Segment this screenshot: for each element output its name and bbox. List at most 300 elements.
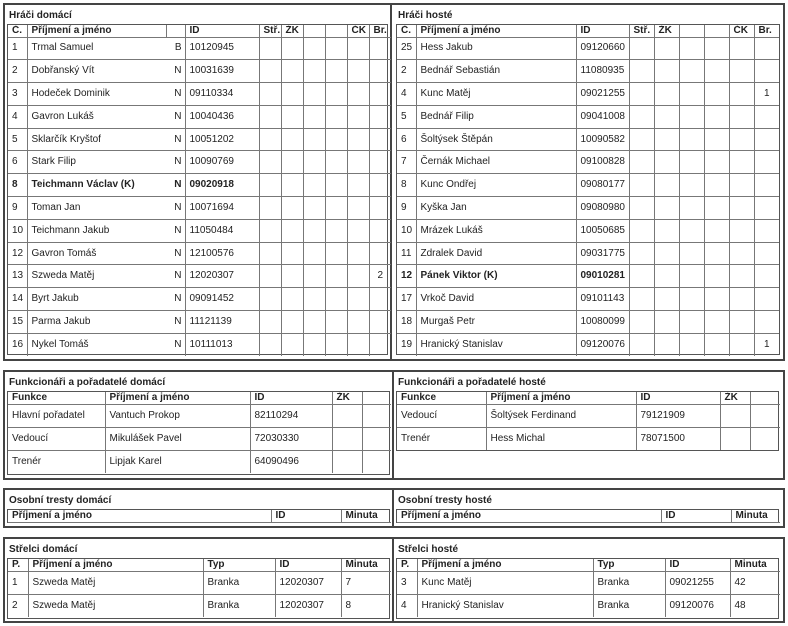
player-row [8,83,391,106]
player-goals [754,288,779,311]
player-yellow-card-1 [281,311,303,334]
player-name: Hodeček Dominik [27,83,166,106]
away-players-header [397,25,779,37]
player-substitution [259,105,281,128]
player-row [8,37,391,60]
scorer-minute: 48 [730,594,780,617]
home-players-col-5: ŽK [281,25,303,37]
player-id: 09100828 [576,151,629,174]
player-yellow-card-1 [281,151,303,174]
player-goals [369,311,391,334]
player-yellow-card-1 [654,151,679,174]
player-name: Černák Michael [416,151,576,174]
player-id: 11121139 [185,311,259,334]
player-id: 09020918 [185,174,259,197]
player-red-card [729,37,754,60]
away-scorers-title: Střelci hosté [398,544,459,555]
player-row [8,333,391,356]
player-yellow-card-3 [704,265,729,288]
player-name: Murgaš Petr [416,311,576,334]
player-id: 10051202 [185,128,259,151]
player-yellow-card-2 [679,174,704,197]
player-red-card [347,60,369,83]
official-row [397,404,780,427]
player-yellow-card-1 [654,83,679,106]
official-yellow-card [720,404,750,427]
player-row [397,242,779,265]
player-name: Hranický Stanislav [416,333,576,356]
player-substitution [629,174,654,197]
player-goals [754,105,779,128]
player-red-card [729,311,754,334]
home-officials-col-4 [362,392,391,404]
player-substitution [629,242,654,265]
player-yellow-card-3 [325,288,347,311]
player-id: 10031639 [185,60,259,83]
away-penalties-col-id: ID [661,510,731,522]
player-row [397,128,779,151]
player-number: 8 [397,174,416,197]
away-players-table-frame [396,24,780,355]
player-id: 10071694 [185,197,259,220]
player-number: 10 [8,219,27,242]
home-officials-table [8,392,391,473]
player-goals [369,242,391,265]
player-red-card [347,265,369,288]
player-name: Gavron Tomáš [27,242,166,265]
player-red-card [347,242,369,265]
player-name: Bednář Sebastián [416,60,576,83]
player-goals [369,333,391,356]
player-position: N [166,151,185,174]
player-row [397,219,779,242]
player-id: 09091452 [185,288,259,311]
player-row [8,265,391,288]
player-yellow-card-1 [281,333,303,356]
away-officials-table [397,392,780,450]
player-row [8,219,391,242]
away-players-col-5: ŽK [654,25,679,37]
home-players-title: Hráči domácí [9,10,72,21]
player-yellow-card-1 [654,219,679,242]
home-scorers-table [8,559,391,617]
scorer-type: Branka [203,571,275,594]
player-substitution [259,83,281,106]
player-number: 19 [397,333,416,356]
player-id: 09031775 [576,242,629,265]
player-id: 10040436 [185,105,259,128]
official-yellow-card-2 [362,450,391,473]
official-yellow-card-2 [750,427,780,450]
player-red-card [347,174,369,197]
player-yellow-card-2 [679,37,704,60]
player-goals [369,60,391,83]
player-name: Toman Jan [27,197,166,220]
scorer-name: Kunc Matěj [417,571,593,594]
player-name: Zdralek David [416,242,576,265]
home-scorers-title: Střelci domácí [9,544,78,555]
player-number: 17 [397,288,416,311]
player-substitution [629,60,654,83]
player-row [397,197,779,220]
player-yellow-card-2 [679,288,704,311]
official-name: Lipjak Karel [105,450,250,473]
player-yellow-card-2 [303,219,325,242]
official-id: 64090496 [250,450,332,473]
player-number: 9 [8,197,27,220]
player-name: Šoltýsek Štěpán [416,128,576,151]
player-id: 10120945 [185,37,259,60]
player-position: N [166,83,185,106]
scorer-order: 4 [397,594,417,617]
player-substitution [259,265,281,288]
home-scorers-col-4: Minuta [341,559,391,571]
player-yellow-card-1 [654,105,679,128]
player-red-card [347,37,369,60]
player-id: 10111013 [185,333,259,356]
official-id: 78071500 [636,427,720,450]
player-number: 4 [8,105,27,128]
player-number: 4 [397,83,416,106]
scorers-divider [392,537,394,623]
home-players-table-frame [7,24,388,355]
away-players-col-8: ČK [729,25,754,37]
player-red-card [729,83,754,106]
scorer-name: Szweda Matěj [28,571,203,594]
home-scorers-table-frame [7,558,390,619]
home-penalties-col-minute: Minuta [341,510,391,522]
player-number: 8 [8,174,27,197]
away-players-title: Hráči hosté [398,10,453,21]
player-name: Byrt Jakub [27,288,166,311]
player-goals [754,60,779,83]
away-penalties-table-frame [396,509,779,523]
official-row [8,450,391,473]
player-number: 15 [8,311,27,334]
player-yellow-card-1 [654,197,679,220]
home-players-col-7 [325,25,347,37]
player-position: N [166,197,185,220]
player-yellow-card-2 [303,174,325,197]
player-yellow-card-3 [325,265,347,288]
player-red-card [729,197,754,220]
player-yellow-card-3 [325,219,347,242]
player-yellow-card-3 [325,311,347,334]
player-yellow-card-1 [654,311,679,334]
away-scorers-col-3: ID [665,559,730,571]
player-goals [369,83,391,106]
player-yellow-card-1 [654,333,679,356]
player-row [397,105,779,128]
player-substitution [629,265,654,288]
player-position: N [166,242,185,265]
player-name: Parma Jakub [27,311,166,334]
away-scorers-col-4: Minuta [730,559,780,571]
official-yellow-card [332,404,362,427]
player-yellow-card-3 [704,151,729,174]
player-red-card [729,151,754,174]
official-yellow-card-2 [362,427,391,450]
official-role: Vedoucí [8,427,105,450]
player-red-card [729,333,754,356]
player-yellow-card-3 [325,242,347,265]
player-name: Vrkoč David [416,288,576,311]
player-red-card [347,219,369,242]
player-yellow-card-3 [704,311,729,334]
player-yellow-card-3 [325,60,347,83]
official-id: 72030330 [250,427,332,450]
player-number: 5 [397,105,416,128]
player-yellow-card-2 [303,288,325,311]
player-id: 09080980 [576,197,629,220]
player-row [397,151,779,174]
away-players-col-1: Příjmení a jméno [416,25,576,37]
player-number: 2 [8,60,27,83]
scorer-order: 2 [8,594,28,617]
scorer-id: 09021255 [665,571,730,594]
player-goals [754,219,779,242]
player-position: N [166,60,185,83]
home-penalties-table [8,510,391,523]
home-players-col-8: ČK [347,25,369,37]
player-yellow-card-3 [325,128,347,151]
player-yellow-card-1 [281,37,303,60]
player-id: 10090582 [576,128,629,151]
away-officials-col-4 [750,392,780,404]
player-yellow-card-3 [704,242,729,265]
player-position: N [166,128,185,151]
home-penalties-col-name: Příjmení a jméno [8,510,271,522]
player-id: 09080177 [576,174,629,197]
player-row [397,60,779,83]
home-scorers-header [8,559,391,571]
player-number: 3 [8,83,27,106]
away-officials-col-0: Funkce [397,392,486,404]
player-id: 09021255 [576,83,629,106]
player-yellow-card-3 [325,174,347,197]
official-yellow-card [720,427,750,450]
player-red-card [729,219,754,242]
home-officials-title: Funkcionáři a pořadatelé domácí [9,377,166,388]
player-yellow-card-2 [303,311,325,334]
scorer-minute: 8 [341,594,391,617]
player-position: N [166,265,185,288]
home-players-header [8,25,391,37]
player-yellow-card-3 [704,333,729,356]
official-yellow-card-2 [362,404,391,427]
player-red-card [347,197,369,220]
player-substitution [259,219,281,242]
official-row [8,404,391,427]
away-players-col-4: Stř. [629,25,654,37]
player-name: Sklarčík Kryštof [27,128,166,151]
player-number: 7 [397,151,416,174]
player-yellow-card-1 [654,128,679,151]
player-goals [754,174,779,197]
player-number: 18 [397,311,416,334]
player-yellow-card-3 [325,83,347,106]
player-goals [369,105,391,128]
scorer-type: Branka [593,571,665,594]
player-yellow-card-2 [679,265,704,288]
away-scorers-header [397,559,780,571]
player-goals [754,197,779,220]
player-row [8,105,391,128]
player-yellow-card-2 [679,151,704,174]
penalties-divider [392,488,394,528]
player-yellow-card-2 [679,219,704,242]
player-row [397,174,779,197]
home-players-col-4: Stř. [259,25,281,37]
player-yellow-card-1 [281,288,303,311]
player-row [8,151,391,174]
away-scorers-col-1: Příjmení a jméno [417,559,593,571]
official-name: Mikulášek Pavel [105,427,250,450]
scorer-name: Hranický Stanislav [417,594,593,617]
away-players-col-9: Br. [754,25,779,37]
player-name: Stark Filip [27,151,166,174]
player-number: 5 [8,128,27,151]
player-row [8,128,391,151]
player-goals [369,37,391,60]
player-goals [369,128,391,151]
player-yellow-card-3 [704,197,729,220]
player-yellow-card-2 [303,128,325,151]
player-goals [754,311,779,334]
player-number: 25 [397,37,416,60]
player-red-card [347,333,369,356]
player-position: N [166,288,185,311]
player-row [397,288,779,311]
away-officials-table-frame [396,391,779,451]
player-yellow-card-3 [325,151,347,174]
player-substitution [629,219,654,242]
player-yellow-card-2 [303,197,325,220]
player-goals [369,288,391,311]
player-id: 09010281 [576,265,629,288]
home-officials-col-0: Funkce [8,392,105,404]
player-row [397,265,779,288]
player-name: Bednář Filip [416,105,576,128]
player-name: Kunc Matěj [416,83,576,106]
home-officials-col-3: ŽK [332,392,362,404]
official-row [397,427,780,450]
away-penalties-table [397,510,780,523]
player-red-card [729,242,754,265]
player-substitution [259,60,281,83]
player-position: B [166,37,185,60]
player-name: Hess Jakub [416,37,576,60]
player-number: 1 [8,37,27,60]
home-penalties-table-frame [7,509,390,523]
player-id: 10080099 [576,311,629,334]
player-name: Teichmann Jakub [27,219,166,242]
player-position: N [166,219,185,242]
player-yellow-card-1 [281,242,303,265]
player-red-card [729,288,754,311]
player-number: 13 [8,265,27,288]
home-players-col-3: ID [185,25,259,37]
player-yellow-card-1 [654,265,679,288]
player-red-card [347,151,369,174]
player-yellow-card-2 [679,60,704,83]
home-scorers-col-3: ID [275,559,341,571]
player-position: N [166,333,185,356]
player-red-card [729,265,754,288]
player-row [8,311,391,334]
away-scorers-col-2: Typ [593,559,665,571]
official-yellow-card [332,427,362,450]
player-yellow-card-1 [281,60,303,83]
player-row [397,333,779,356]
player-yellow-card-2 [303,265,325,288]
player-number: 6 [8,151,27,174]
player-yellow-card-2 [303,37,325,60]
scorer-minute: 7 [341,571,391,594]
player-red-card [347,128,369,151]
player-substitution [259,333,281,356]
scorer-name: Szweda Matěj [28,594,203,617]
player-red-card [347,311,369,334]
away-players-table [397,25,779,356]
scorer-id: 12020307 [275,594,341,617]
scorer-id: 12020307 [275,571,341,594]
official-role: Hlavní pořadatel [8,404,105,427]
player-yellow-card-3 [325,197,347,220]
player-substitution [629,37,654,60]
player-goals: 1 [754,83,779,106]
player-yellow-card-3 [325,105,347,128]
player-number: 10 [397,219,416,242]
player-substitution [259,197,281,220]
scorer-row [8,571,391,594]
player-substitution [259,151,281,174]
player-yellow-card-3 [325,37,347,60]
away-scorers-col-0: P. [397,559,417,571]
home-officials-col-2: ID [250,392,332,404]
player-position: N [166,311,185,334]
home-officials-col-1: Příjmení a jméno [105,392,250,404]
official-role: Vedoucí [397,404,486,427]
player-number: 14 [8,288,27,311]
player-red-card [347,83,369,106]
player-yellow-card-3 [704,174,729,197]
player-id: 09120076 [576,333,629,356]
away-players-col-3: ID [576,25,629,37]
official-yellow-card [332,450,362,473]
player-red-card [729,60,754,83]
scorer-type: Branka [203,594,275,617]
player-yellow-card-1 [281,219,303,242]
player-goals [369,219,391,242]
player-yellow-card-2 [679,311,704,334]
official-id: 82110294 [250,404,332,427]
player-goals: 1 [754,333,779,356]
player-number: 2 [397,60,416,83]
player-id: 09041008 [576,105,629,128]
scorer-order: 3 [397,571,417,594]
player-substitution [629,197,654,220]
player-yellow-card-3 [325,333,347,356]
player-position: N [166,105,185,128]
player-number: 9 [397,197,416,220]
player-number: 11 [397,242,416,265]
player-yellow-card-2 [303,83,325,106]
player-name: Kunc Ondřej [416,174,576,197]
player-row [8,288,391,311]
home-players-table [8,25,391,356]
player-name: Pánek Viktor (K) [416,265,576,288]
